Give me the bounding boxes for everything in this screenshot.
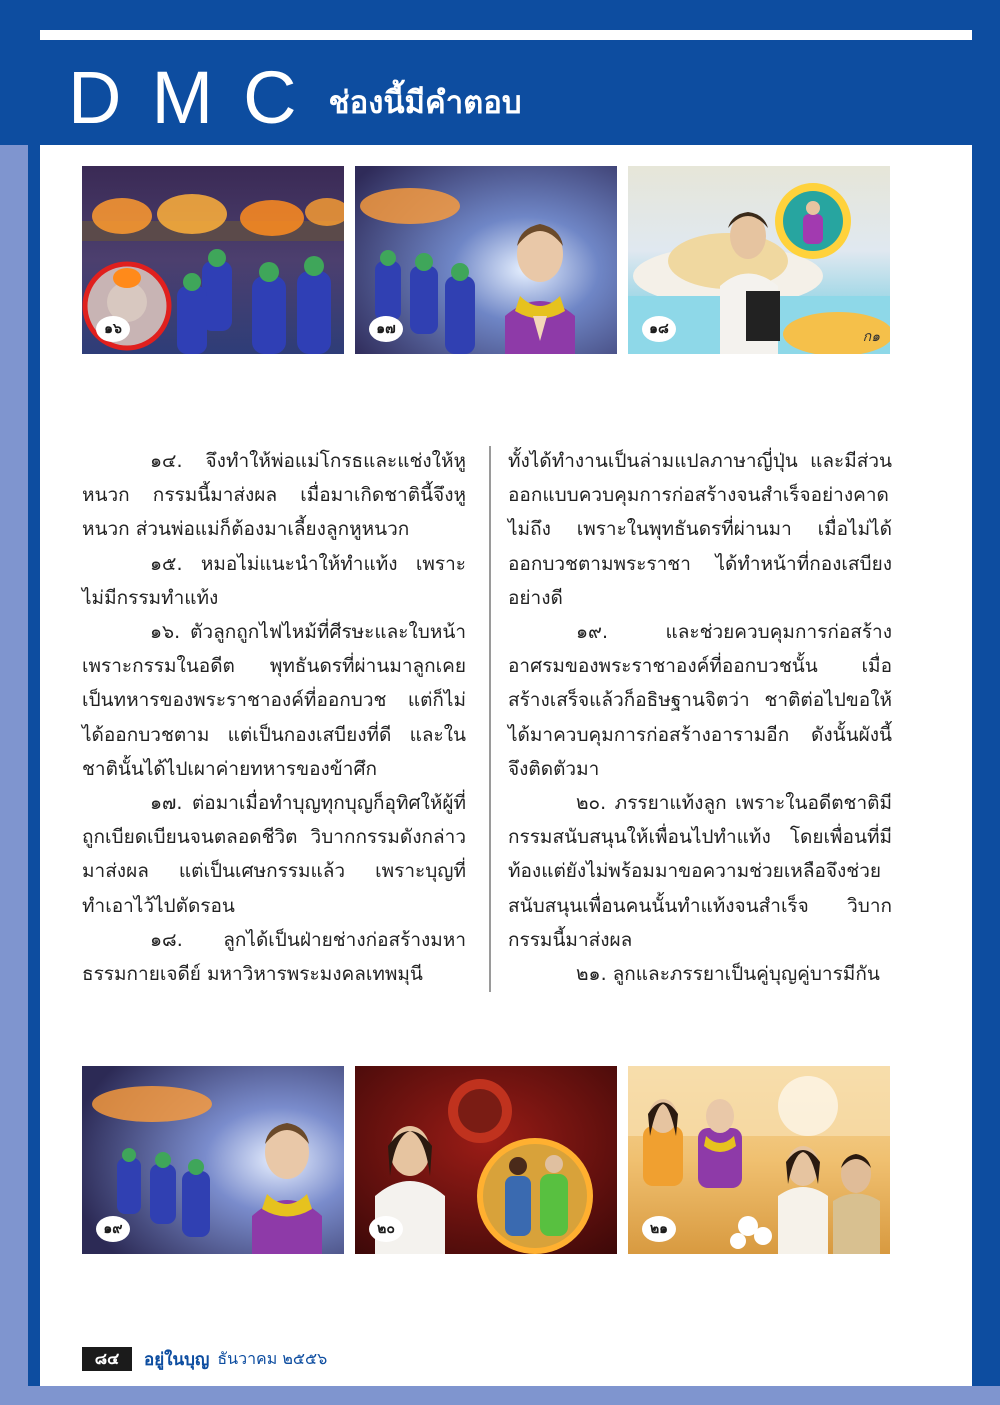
paragraph: ๒๑. ลูกและภรรยาเป็นคู่บุญคู่บารมีกัน <box>576 963 880 986</box>
image-number-badge: ๑๗ <box>369 316 403 342</box>
illustration-21 <box>628 1066 890 1254</box>
section-subtitle: ช่องนี้มีคำตอบ <box>328 85 522 121</box>
paragraph: ๑๘. ลูกได้เป็นฝ่ายช่างก่อสร้างมหาธรรมกายเจดีย์ มหาวิหารพระมงคลเทพมุนี <box>82 928 466 986</box>
image-number-badge: ๑๖ <box>96 316 130 342</box>
illustration-16 <box>82 166 344 354</box>
left-border-light <box>0 145 28 1405</box>
page-footer <box>82 1346 327 1372</box>
top-rule <box>40 30 972 40</box>
image-number-badge: ๒๐ <box>369 1216 403 1242</box>
paragraph: ๑๕. หมอไม่แนะนำให้ทำแท้ง เพราะไม่มีกรรมทำแท้ง <box>82 552 466 609</box>
column-divider <box>489 446 491 992</box>
illustration-19 <box>82 1066 344 1254</box>
paragraph: ๑๗. ต่อมาเมื่อทำบุญทุกบุญก็อุทิศให้ผู้ที่ถูกเบียดเบียนจนตลอดชีวิต วิบากกรรมดังกล่าวมาส่งผล แต่เป็นเศษกรรมแล้ว เพราะบุญที่ทำเอาไว้ไปตัดรอน <box>82 792 466 917</box>
paragraph: ๒๐. ภรรยาแท้งลูก เพราะในอดีตชาติมีกรรมสนับสนุนให้เพื่อนไปทำแท้ง โดยเพื่อนที่มีท้องแต่ยังไม่พร้อมมาขอความช่วยเหลือจึงช่วยสนับสนุนเพื่อนคนนั้นทำแท้งจนสำเร็จ วิบากกรรมนี้มาส่งผล <box>508 792 892 951</box>
paragraph: ทั้งได้ทำงานเป็นล่ามแปลภาษาญี่ปุ่น และมีส่วนออกแบบควบคุมการก่อสร้างจนสำเร็จอย่างคาดไม่ถึง เพราะในพุทธันดรที่ผ่านมา เมื่อไม่ได้ออกบวชตามพระราชา ได้ทำหน้าที่กองเสบียงอย่างดี <box>508 450 892 609</box>
right-border <box>972 0 1000 1405</box>
paragraph: ๑๖. ตัวลูกถูกไฟไหม้ที่ศีรษะและใบหน้าเพราะกรรมในอดีต พุทธันดรที่ผ่านมาลูกเคยเป็นทหารของพระราชาองค์ที่ออกบวช แต่ก็ไม่ได้ออกบวชตาม แต่เป็นกองเสบียงที่ดี และในชาตินั้นได้ไปเผาค่ายทหารของข้าศึก <box>82 621 466 780</box>
image-number-badge: ๒๑ <box>642 1216 676 1242</box>
paragraph: ๑๔. จึงทำให้พ่อแม่โกรธและแช่งให้หูหนวก กรรมนี้มาส่งผล เมื่อมาเกิดชาตินี้จึงหูหนวก ส่วนพ่อแม่ก็ต้องมาเลี้ยงลูกหูหนวก <box>82 450 466 541</box>
artist-signature: ก๑ <box>862 329 880 345</box>
issue-date: ธันวาคม ๒๕๕๖ <box>217 1348 328 1368</box>
image-number-badge: ๑๘ <box>642 316 676 342</box>
illustration-18 <box>628 166 890 354</box>
right-column <box>508 444 892 991</box>
left-column <box>82 444 466 991</box>
page-number: ๘๔ <box>82 1347 132 1371</box>
brand-title: DMC <box>68 56 327 139</box>
magazine-name: อยู่ในบุญ <box>144 1349 210 1370</box>
page-title <box>68 58 522 138</box>
illustration-20 <box>355 1066 617 1254</box>
image-number-badge: ๑๙ <box>96 1216 130 1242</box>
illustration-17 <box>355 166 617 354</box>
paragraph: ๑๙. และช่วยควบคุมการก่อสร้างอาศรมของพระราชาองค์ที่ออกบวชนั้น เมื่อสร้างเสร็จแล้วก็อธิษฐานจิตว่า ชาติต่อไปขอให้ได้มาควบคุมการก่อสร้างอารามอีก ดังนั้นผังนี้จึงติดตัวมา <box>508 621 892 780</box>
bottom-border <box>0 1386 1000 1405</box>
